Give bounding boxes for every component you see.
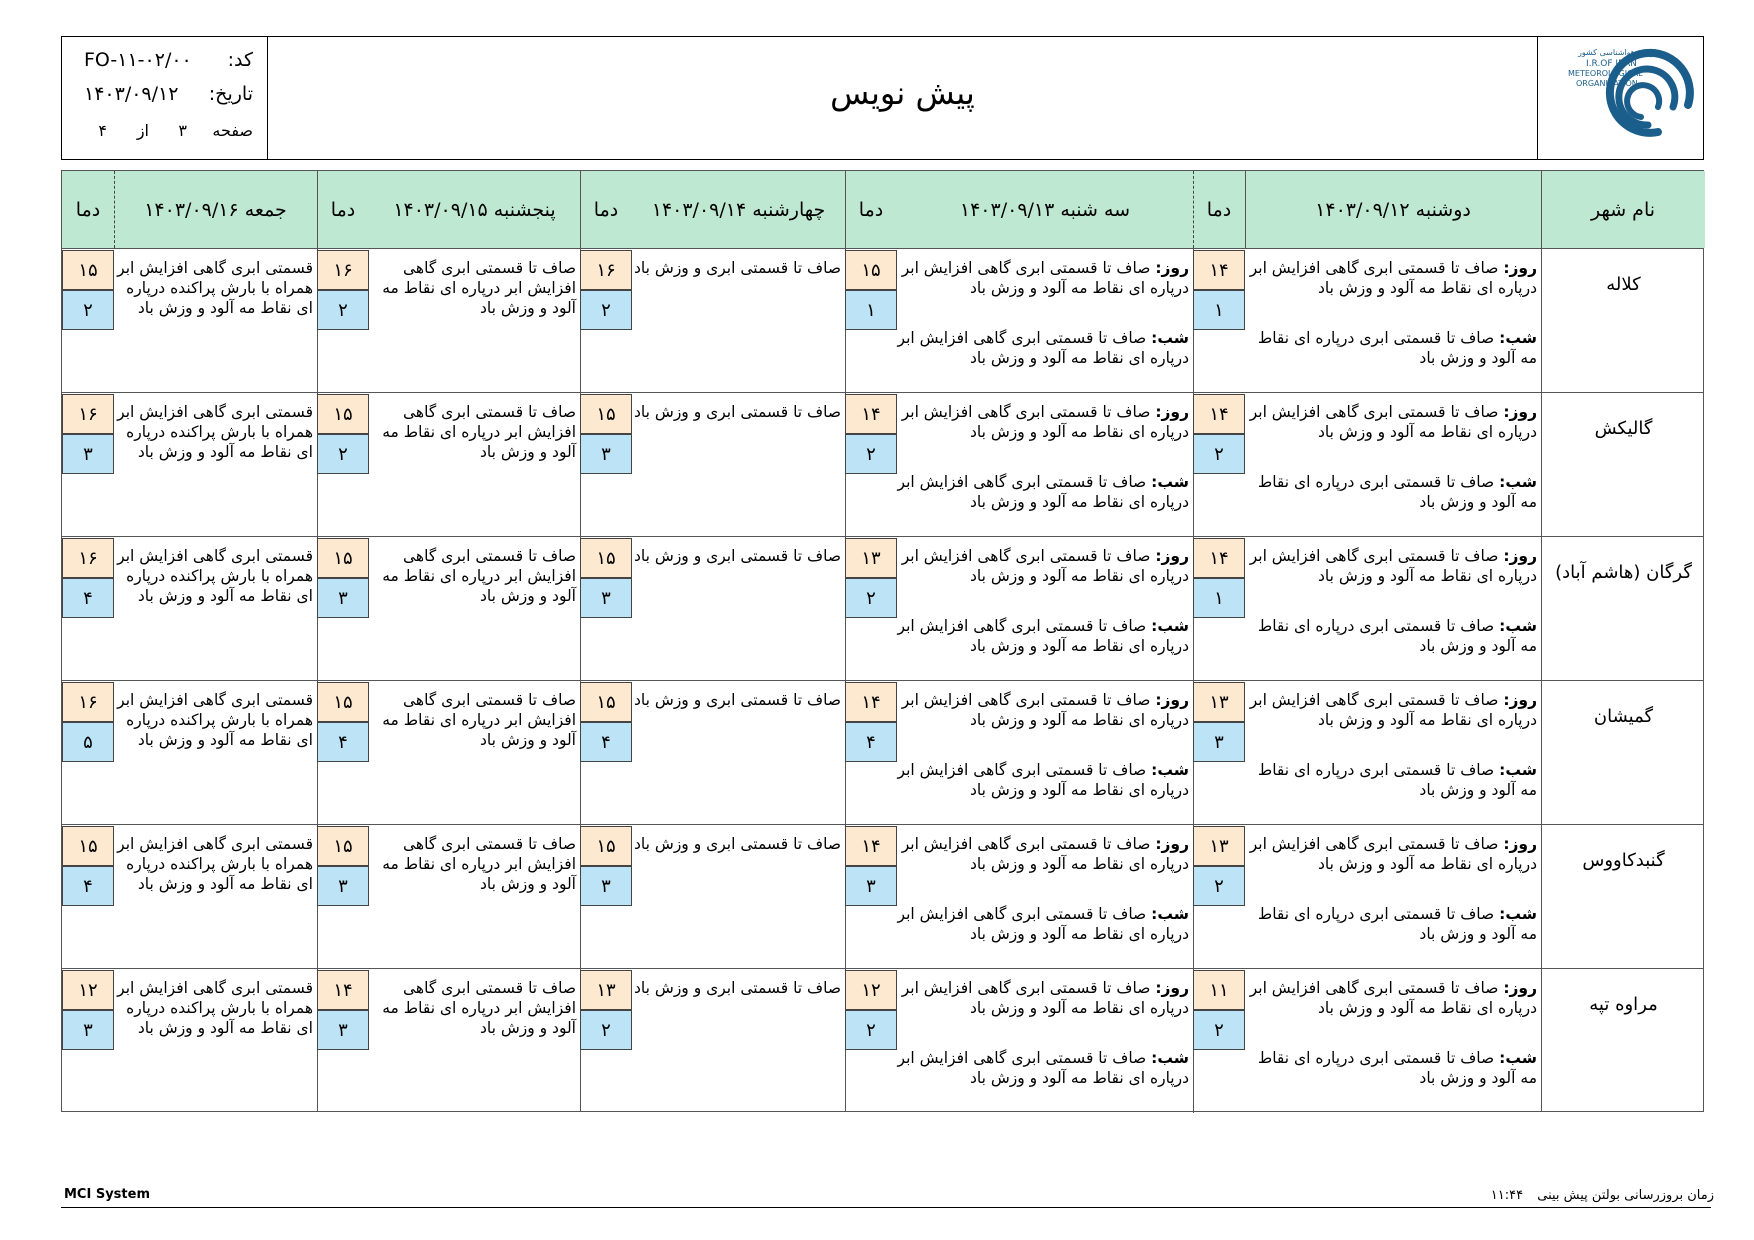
day2-temp-header: دما	[845, 171, 897, 248]
city-name: مراوه تپه	[1589, 993, 1658, 1015]
night-prefix: شب:	[1499, 905, 1537, 923]
min-temp: ۴	[62, 578, 114, 618]
day-forecast	[897, 402, 1189, 442]
night-forecast-text: صاف تا قسمتی ابری گاهی افزایش ابر درپاره ای نقاط مه آلود و وزش باد	[897, 761, 1189, 799]
max-temp: ۱۵	[580, 682, 632, 722]
max-temp: ۱۴	[845, 394, 897, 434]
night-forecast	[1245, 1048, 1537, 1088]
max-temp: ۱۳	[845, 538, 897, 578]
max-temp: ۱۴	[845, 826, 897, 866]
max-temp: ۱۵	[580, 538, 632, 578]
day-forecast-text: صاف تا قسمتی ابری گاهی افزایش ابر درپاره ای نقاط مه آلود و وزش باد	[1249, 691, 1537, 729]
min-temp: ۴	[580, 722, 632, 762]
min-temp: ۲	[1193, 1010, 1245, 1050]
column-line	[1245, 171, 1246, 248]
night-prefix: شب:	[1151, 617, 1189, 635]
day-forecast-text: صاف تا قسمتی ابری گاهی افزایش ابر درپاره ای نقاط مه آلود و وزش باد	[901, 979, 1189, 1017]
day-forecast	[897, 834, 1189, 874]
day-forecast	[897, 978, 1189, 1018]
logo-text-fa: سازمان هواشناسی کشور	[1578, 48, 1664, 57]
day-prefix: روز:	[1155, 691, 1189, 709]
day-forecast-text: صاف تا قسمتی ابری گاهی افزایش ابر درپاره ای نقاط مه آلود و وزش باد	[1249, 259, 1537, 297]
night-prefix: شب:	[1151, 761, 1189, 779]
day-forecast	[1245, 546, 1537, 586]
max-temp: ۱۶	[62, 682, 114, 722]
min-temp: ۲	[845, 1010, 897, 1050]
day-prefix: روز:	[1503, 979, 1537, 997]
max-temp: ۱۵	[845, 250, 897, 290]
day1-temp-header: دما	[1193, 171, 1245, 248]
forecast-text: صاف تا قسمتی ابری گاهی افزایش ابر درپاره ای نقاط مه آلود و وزش باد	[382, 691, 576, 749]
night-forecast	[1245, 904, 1537, 944]
min-temp: ۳	[845, 866, 897, 906]
day-prefix: روز:	[1503, 835, 1537, 853]
min-temp: ۴	[62, 866, 114, 906]
max-temp: ۱۲	[845, 970, 897, 1010]
max-temp: ۱۳	[580, 970, 632, 1010]
min-temp: ۲	[1193, 866, 1245, 906]
city-name: گنبدکاووس	[1582, 849, 1665, 871]
max-temp: ۱۵	[62, 826, 114, 866]
page-number: ۳	[178, 121, 187, 140]
max-temp: ۱۳	[1193, 682, 1245, 722]
page-of-label: از	[136, 121, 149, 140]
page-label: صفحه	[212, 121, 253, 140]
code-label: کد:	[227, 49, 253, 71]
city-name: کلاله	[1606, 273, 1641, 295]
footer-update	[1491, 1188, 1714, 1203]
night-forecast-text: صاف تا قسمتی ابری گاهی افزایش ابر درپاره ای نقاط مه آلود و وزش باد	[897, 473, 1189, 511]
day-prefix: روز:	[1503, 403, 1537, 421]
day-forecast	[1245, 834, 1537, 874]
min-temp: ۳	[580, 866, 632, 906]
day-prefix: روز:	[1503, 547, 1537, 565]
forecast-text: قسمتی ابری گاهی افزایش ابر همراه با بارش پراکنده درپاره ای نقاط مه آلود و وزش باد	[117, 835, 313, 893]
night-forecast-text: صاف تا قسمتی ابری گاهی افزایش ابر درپاره ای نقاط مه آلود و وزش باد	[897, 329, 1189, 367]
min-temp: ۲	[845, 578, 897, 618]
min-temp: ۱	[845, 290, 897, 330]
night-prefix: شب:	[1151, 473, 1189, 491]
city-name: گرگان (هاشم آباد)	[1555, 561, 1692, 583]
night-prefix: شب:	[1151, 329, 1189, 347]
day2-header: سه شنبه ۱۴۰۳/۰۹/۱۳	[897, 171, 1193, 248]
row-line	[62, 248, 1703, 249]
day3-temp-header: دما	[580, 171, 632, 248]
night-prefix: شب:	[1499, 1049, 1537, 1067]
day-prefix: روز:	[1155, 403, 1189, 421]
day-forecast	[1245, 258, 1537, 298]
organization-logo	[1537, 37, 1703, 159]
day-prefix: روز:	[1155, 259, 1189, 277]
night-forecast	[897, 616, 1189, 656]
max-temp: ۱۵	[62, 250, 114, 290]
day-forecast-text: صاف تا قسمتی ابری گاهی افزایش ابر درپاره ای نقاط مه آلود و وزش باد	[1249, 835, 1537, 873]
night-prefix: شب:	[1499, 473, 1537, 491]
forecast-text: صاف تا قسمتی ابری و وزش باد	[634, 547, 841, 565]
date-label: تاریخ:	[208, 83, 253, 105]
forecast-text: قسمتی ابری گاهی افزایش ابر همراه با بارش پراکنده درپاره ای نقاط مه آلود و وزش باد	[117, 547, 313, 605]
night-forecast-text: صاف تا قسمتی ابری درپاره ای نقاط مه آلود و وزش باد	[1257, 617, 1537, 655]
day-forecast-text: صاف تا قسمتی ابری گاهی افزایش ابر درپاره ای نقاط مه آلود و وزش باد	[1249, 403, 1537, 441]
min-temp: ۳	[580, 578, 632, 618]
forecast-text: قسمتی ابری گاهی افزایش ابر همراه با بارش پراکنده درپاره ای نقاط مه آلود و وزش باد	[117, 691, 313, 749]
day-forecast-text: صاف تا قسمتی ابری گاهی افزایش ابر درپاره ای نقاط مه آلود و وزش باد	[901, 259, 1189, 297]
forecast-text: قسمتی ابری گاهی افزایش ابر همراه با بارش پراکنده درپاره ای نقاط مه آلود و وزش باد	[117, 979, 313, 1037]
min-temp: ۵	[62, 722, 114, 762]
min-temp: ۳	[1193, 722, 1245, 762]
min-temp: ۳	[62, 1010, 114, 1050]
day-forecast	[1245, 402, 1537, 442]
day-prefix: روز:	[1155, 835, 1189, 853]
day1-header: دوشنبه ۱۴۰۳/۰۹/۱۲	[1245, 171, 1541, 248]
max-temp: ۱۵	[580, 826, 632, 866]
night-prefix: شب:	[1499, 329, 1537, 347]
footer-line	[61, 1207, 1711, 1208]
max-temp: ۱۳	[1193, 826, 1245, 866]
max-temp: ۱۴	[1193, 394, 1245, 434]
city-name: گالیکش	[1594, 417, 1653, 439]
row-line	[62, 968, 1703, 969]
night-forecast	[897, 1048, 1189, 1088]
page-total: ۴	[98, 121, 107, 140]
row-line	[62, 680, 1703, 681]
header-divider	[1193, 171, 1194, 248]
night-forecast	[1245, 760, 1537, 800]
night-prefix: شب:	[1151, 905, 1189, 923]
page-title: پیش نویس	[830, 74, 975, 112]
night-forecast	[1245, 472, 1537, 512]
forecast-text: قسمتی ابری گاهی افزایش ابر همراه با بارش پراکنده درپاره ای نقاط مه آلود و وزش باد	[117, 259, 313, 317]
header-divider	[114, 171, 115, 248]
code-value: FO-۱۱-۰۲/۰۰	[84, 49, 192, 71]
night-forecast-text: صاف تا قسمتی ابری درپاره ای نقاط مه آلود و وزش باد	[1257, 329, 1537, 367]
forecast-text: صاف تا قسمتی ابری گاهی افزایش ابر درپاره ای نقاط مه آلود و وزش باد	[382, 403, 576, 461]
forecast-text: قسمتی ابری گاهی افزایش ابر همراه با بارش پراکنده درپاره ای نقاط مه آلود و وزش باد	[117, 403, 313, 461]
max-temp: ۱۱	[1193, 970, 1245, 1010]
day5-header: جمعه ۱۴۰۳/۰۹/۱۶	[114, 171, 317, 248]
forecast-text: صاف تا قسمتی ابری گاهی افزایش ابر درپاره ای نقاط مه آلود و وزش باد	[382, 979, 576, 1037]
min-temp: ۳	[317, 1010, 369, 1050]
night-forecast-text: صاف تا قسمتی ابری درپاره ای نقاط مه آلود و وزش باد	[1257, 1049, 1537, 1087]
night-forecast-text: صاف تا قسمتی ابری درپاره ای نقاط مه آلود و وزش باد	[1257, 473, 1537, 511]
night-forecast	[897, 904, 1189, 944]
min-temp: ۳	[580, 434, 632, 474]
night-forecast-text: صاف تا قسمتی ابری گاهی افزایش ابر درپاره ای نقاط مه آلود و وزش باد	[897, 617, 1189, 655]
day-forecast	[1245, 690, 1537, 730]
forecast-text: صاف تا قسمتی ابری گاهی افزایش ابر درپاره ای نقاط مه آلود و وزش باد	[382, 547, 576, 605]
day-forecast-text: صاف تا قسمتی ابری گاهی افزایش ابر درپاره ای نقاط مه آلود و وزش باد	[1249, 547, 1537, 585]
meteorological-logo-icon	[1538, 37, 1704, 161]
day4-header: پنجشنبه ۱۴۰۳/۰۹/۱۵	[369, 171, 580, 248]
max-temp: ۱۵	[317, 394, 369, 434]
day-prefix: روز:	[1155, 979, 1189, 997]
night-forecast-text: صاف تا قسمتی ابری گاهی افزایش ابر درپاره ای نقاط مه آلود و وزش باد	[897, 905, 1189, 943]
min-temp: ۲	[62, 290, 114, 330]
forecast-text: صاف تا قسمتی ابری و وزش باد	[634, 979, 841, 997]
night-forecast-text: صاف تا قسمتی ابری درپاره ای نقاط مه آلود و وزش باد	[1257, 905, 1537, 943]
day-prefix: روز:	[1155, 547, 1189, 565]
day-forecast-text: صاف تا قسمتی ابری گاهی افزایش ابر درپاره ای نقاط مه آلود و وزش باد	[901, 547, 1189, 585]
day-forecast-text: صاف تا قسمتی ابری گاهی افزایش ابر درپاره ای نقاط مه آلود و وزش باد	[1249, 979, 1537, 1017]
day-forecast-text: صاف تا قسمتی ابری گاهی افزایش ابر درپاره ای نقاط مه آلود و وزش باد	[901, 691, 1189, 729]
day5-temp-header: دما	[62, 171, 114, 248]
day-forecast	[897, 546, 1189, 586]
night-forecast	[897, 472, 1189, 512]
row-line	[62, 392, 1703, 393]
document-header	[61, 36, 1704, 160]
max-temp: ۱۶	[62, 538, 114, 578]
max-temp: ۱۴	[1193, 250, 1245, 290]
max-temp: ۱۵	[317, 538, 369, 578]
max-temp: ۱۶	[580, 250, 632, 290]
min-temp: ۲	[317, 290, 369, 330]
max-temp: ۱۴	[317, 970, 369, 1010]
min-temp: ۲	[580, 1010, 632, 1050]
min-temp: ۴	[845, 722, 897, 762]
night-prefix: شب:	[1499, 617, 1537, 635]
min-temp: ۳	[317, 866, 369, 906]
row-line	[62, 824, 1703, 825]
min-temp: ۲	[580, 290, 632, 330]
max-temp: ۱۴	[1193, 538, 1245, 578]
night-forecast	[897, 760, 1189, 800]
max-temp: ۱۴	[845, 682, 897, 722]
city-name: گمیشان	[1593, 705, 1654, 727]
forecast-table	[61, 170, 1704, 1112]
min-temp: ۳	[317, 578, 369, 618]
min-temp: ۱	[1193, 290, 1245, 330]
logo-text-en3: ORGANIZATION	[1576, 79, 1638, 88]
row-line	[62, 536, 1703, 537]
max-temp: ۱۶	[317, 250, 369, 290]
min-temp: ۲	[1193, 434, 1245, 474]
min-temp: ۲	[845, 434, 897, 474]
day-prefix: روز:	[1503, 259, 1537, 277]
day-forecast-text: صاف تا قسمتی ابری گاهی افزایش ابر درپاره ای نقاط مه آلود و وزش باد	[901, 835, 1189, 873]
night-prefix: شب:	[1151, 1049, 1189, 1067]
night-forecast	[897, 328, 1189, 368]
max-temp: ۱۶	[62, 394, 114, 434]
day-forecast	[1245, 978, 1537, 1018]
min-temp: ۱	[1193, 578, 1245, 618]
logo-text-en2: METEOROLOGICAL	[1568, 69, 1643, 78]
day-forecast	[897, 258, 1189, 298]
max-temp: ۱۵	[317, 826, 369, 866]
min-temp: ۳	[62, 434, 114, 474]
night-forecast-text: صاف تا قسمتی ابری درپاره ای نقاط مه آلود و وزش باد	[1257, 761, 1537, 799]
forecast-text: صاف تا قسمتی ابری و وزش باد	[634, 403, 841, 421]
max-temp: ۱۵	[580, 394, 632, 434]
max-temp: ۱۲	[62, 970, 114, 1010]
city-column-header: نام شهر	[1541, 171, 1705, 248]
day-forecast	[897, 690, 1189, 730]
night-forecast-text: صاف تا قسمتی ابری گاهی افزایش ابر درپاره ای نقاط مه آلود و وزش باد	[897, 1049, 1189, 1087]
day-forecast-text: صاف تا قسمتی ابری گاهی افزایش ابر درپاره ای نقاط مه آلود و وزش باد	[901, 403, 1189, 441]
day-prefix: روز:	[1503, 691, 1537, 709]
forecast-text: صاف تا قسمتی ابری و وزش باد	[634, 691, 841, 709]
forecast-text: صاف تا قسمتی ابری گاهی افزایش ابر درپاره ای نقاط مه آلود و وزش باد	[382, 259, 576, 317]
day3-header: چهارشنبه ۱۴۰۳/۰۹/۱۴	[632, 171, 845, 248]
forecast-text: صاف تا قسمتی ابری و وزش باد	[634, 835, 841, 853]
footer-update-label: زمان بروزرسانی بولتن پیش بینی	[1537, 1188, 1714, 1203]
footer-update-time: ۱۱:۴۴	[1490, 1188, 1524, 1203]
forecast-text: صاف تا قسمتی ابری و وزش باد	[634, 259, 841, 277]
date-value: ۱۴۰۳/۰۹/۱۲	[84, 83, 179, 105]
min-temp: ۴	[317, 722, 369, 762]
document-meta	[62, 37, 268, 159]
min-temp: ۲	[317, 434, 369, 474]
max-temp: ۱۵	[317, 682, 369, 722]
night-forecast	[1245, 328, 1537, 368]
night-prefix: شب:	[1499, 761, 1537, 779]
forecast-text: صاف تا قسمتی ابری گاهی افزایش ابر درپاره ای نقاط مه آلود و وزش باد	[382, 835, 576, 893]
night-forecast	[1245, 616, 1537, 656]
day4-temp-header: دما	[317, 171, 369, 248]
logo-text-en1: I.R.OF IRAN	[1586, 59, 1637, 69]
footer-system: MCI System	[64, 1187, 150, 1202]
